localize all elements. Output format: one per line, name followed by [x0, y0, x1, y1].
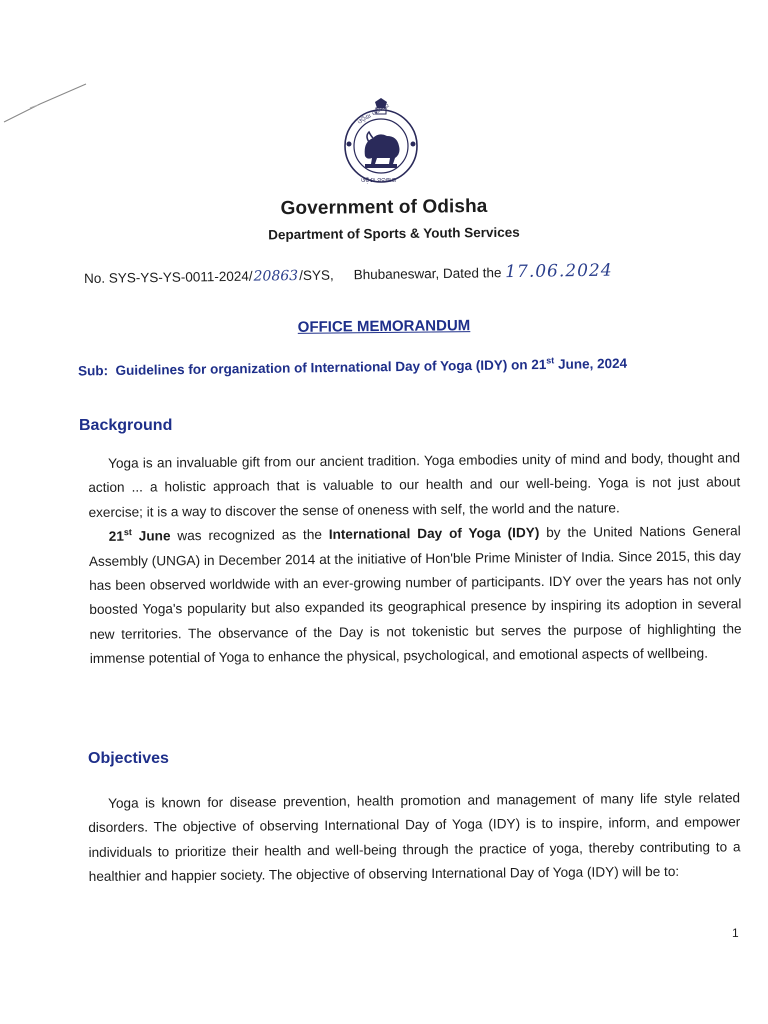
handwritten-reference-number: 20863: [253, 268, 299, 285]
reference-line: [84, 260, 684, 288]
subject-label: Sub:: [77, 363, 109, 379]
idy-name: International Day of Yoga (IDY): [328, 525, 540, 543]
idy-date: 21: [108, 528, 124, 545]
reference-number-suffix: /SYS,: [299, 267, 334, 283]
paragraph-2-body: by the United Nations General Assembly (UNGA) in December 2014 at the initiative of Hon'ble Prime Minister of India. Since 2015, this day has been observed worldwide with an ever-growing number of participants. IDY over the years has not only boosted Yoga's popularity but also expanded its geographical presence by inspiring its adoption in several new territories. The observance of the Day is not tokenistic but serves the purpose of highlighting the immense potential of Yoga to enhance the physical, psychological, and emotional aspects of wellbeing.: [88, 523, 742, 667]
handwritten-date: 17.06.2024: [505, 260, 613, 283]
subject-sup: st: [546, 355, 555, 366]
background-section: [88, 446, 742, 671]
emblem-bottom-text: ଓଡ଼ିଶା ସରକାର: [361, 177, 397, 184]
odisha-emblem-seal: [335, 98, 427, 190]
page-number: 1: [732, 926, 739, 940]
objectives-paragraph: Yoga is known for disease prevention, health promotion and management of many life style related disorders. The objective of observing International Day of Yoga (IDY) is to inspire, inform, and empower individuals to prioritize their health and well-being through the practice of yoga, thereby contributing to a healthier and happier society. The objective of observing International Day of Yoga (IDY) will be to:: [88, 790, 741, 885]
idy-date-sup: st: [123, 527, 132, 538]
subject-text-end: June, 2024: [554, 355, 628, 372]
emblem-top-text: ଓଡ଼ିଶା ସରକାର: [356, 102, 391, 126]
reference-number-prefix: No. SYS-YS-YS-0011-2024/: [83, 268, 253, 286]
pen-stroke-mark: [0, 78, 90, 128]
background-paragraph-2: [89, 520, 742, 672]
subject-line: [78, 353, 718, 378]
objectives-heading: Objectives: [88, 750, 169, 767]
department-title: Department of Sports & Youth Services: [268, 224, 520, 243]
government-title: Government of Odisha: [280, 195, 488, 220]
idy-month: June: [131, 528, 171, 544]
place-dated-label: Bhubaneswar, Dated the: [353, 265, 502, 283]
background-paragraph-1: Yoga is an invaluable gift from our ancient tradition. Yoga embodies unity of mind and body, thought and action ... a holistic approach that is valuable to our health and our well-being. Yoga is not just about exercise; it is a way to discover the sense of oneness with self, the world and the nature.: [88, 450, 741, 520]
memo-title: OFFICE MEMORANDUM: [297, 317, 471, 336]
subject-text: Guidelines for organization of International Day of Yoga (IDY) on 21: [115, 356, 547, 378]
paragraph-2-lead: was recognized as the: [170, 527, 329, 544]
objectives-section: [88, 786, 741, 889]
background-heading: Background: [79, 417, 173, 434]
